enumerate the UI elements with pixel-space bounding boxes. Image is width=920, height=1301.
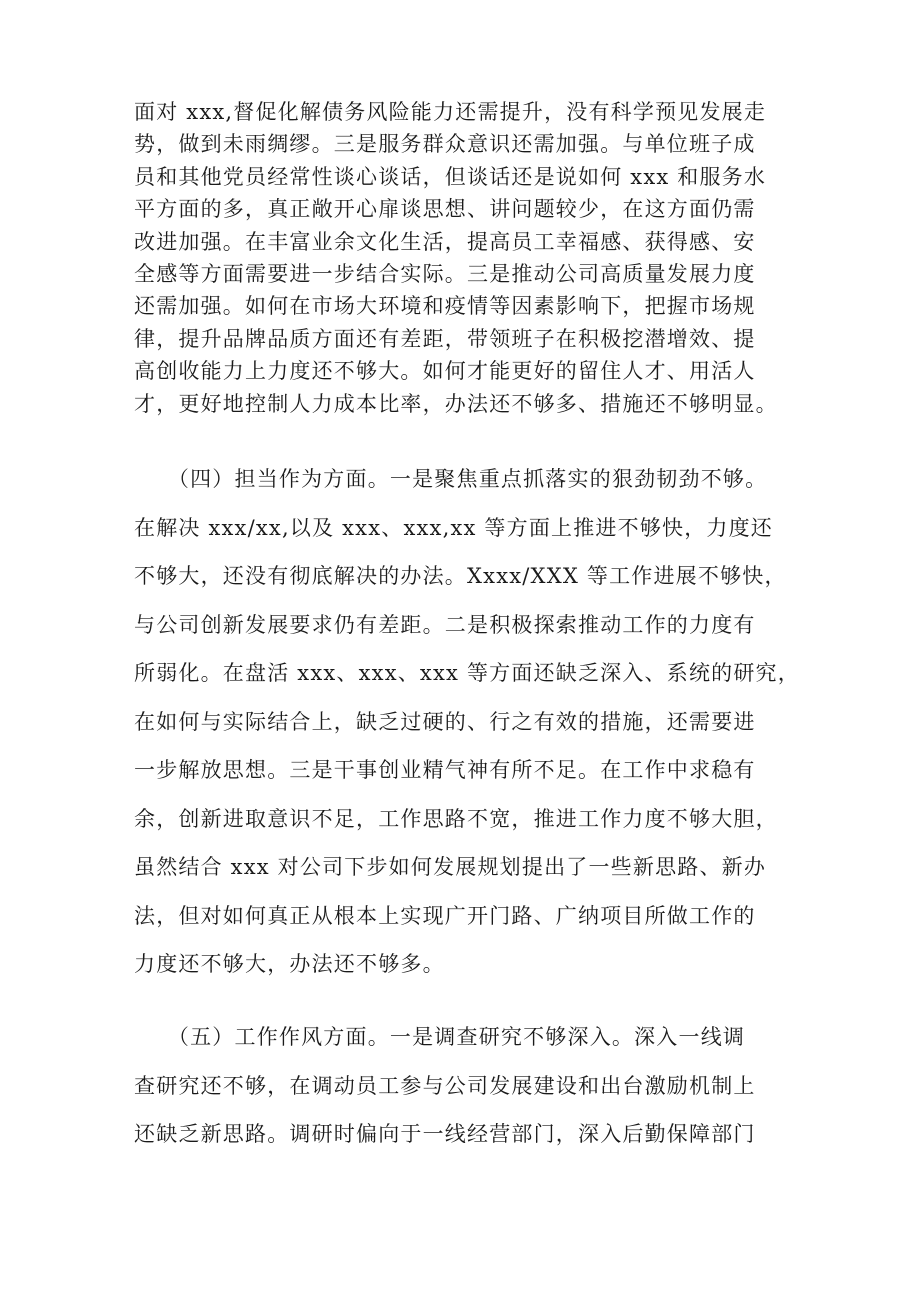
text-line: 势，做到未雨绸缪。三是服务群众意识还需加强。与单位班子成: [134, 132, 756, 157]
text-line: 律，提升品牌品质方面还有差距，带领班子在积极挖潜增效、提: [134, 326, 756, 351]
paragraph-section-five: [134, 1013, 814, 1159]
text-line: （四）担当作为方面。一是聚焦重点抓落实的狠劲韧劲不够。: [134, 467, 768, 491]
text-line: （五）工作作风方面。一是调查研究不够深入。深入一线调: [134, 1025, 746, 1049]
text-line: 在解决 xxx/xx,以及 xxx、xxx,xx 等方面上推进不够快，力度还: [134, 515, 774, 540]
text-line: 与公司创新发展要求仍有差距。二是积极探索推动工作的力度有: [134, 612, 756, 637]
text-line: 查研究还不够，在调动员工参与公司发展建设和出台激励机制上: [134, 1073, 756, 1098]
text-line: 在如何与实际结合上，缺乏过硬的、行之有效的措施，还需要进: [134, 709, 756, 734]
text-line: 虽然结合 xxx 对公司下步如何发展规划提出了一些新思路、新办: [134, 855, 767, 879]
text-line: 余，创新进取意识不足，工作思路不宽，推进工作力度不够大胆，: [134, 806, 778, 831]
paragraph-continued: [134, 96, 814, 420]
text-line: 不够大，还没有彻底解决的办法。Xxxx/XXX 等工作进展不够快，: [134, 564, 787, 588]
text-line: 还缺乏新思路。调研时偏向于一线经营部门，深入后勤保障部门: [134, 1122, 756, 1146]
paragraph-section-four: [134, 455, 814, 989]
text-line: 一步解放思想。三是干事创业精气神有所不足。在工作中求稳有: [134, 758, 756, 782]
text-line: 法，但对如何真正从根本上实现广开门路、广纳项目所做工作的: [134, 903, 756, 928]
text-line: 面对 xxx,督促化解债务风险能力还需提升，没有科学预见发展走: [134, 100, 767, 124]
text-line: 平方面的多，真正敞开心扉谈思想、讲问题较少，在这方面仍需: [134, 197, 756, 222]
text-line: 高创收能力上力度还不够大。如何才能更好的留住人才、用活人: [134, 359, 756, 384]
text-line: 力度还不够大，办法还不够多。: [134, 952, 445, 976]
text-line: 才，更好地控制人力成本比率，办法还不够多、措施还不够明显。: [134, 391, 778, 416]
text-line: 还需加强。如何在市场大环境和疫情等因素影响下，把握市场规: [134, 294, 756, 319]
text-line: 员和其他党员经常性谈心谈话，但谈话还是说如何 xxx 和服务水: [134, 164, 767, 189]
text-line: 改进加强。在丰富业余文化生活，提高员工幸福感、获得感、安: [134, 229, 756, 254]
text-line: 所弱化。在盘活 xxx、xxx、xxx 等方面还缺乏深入、系统的研究，: [134, 661, 800, 685]
text-line: 全感等方面需要进一步结合实际。三是推动公司高质量发展力度: [134, 261, 756, 286]
